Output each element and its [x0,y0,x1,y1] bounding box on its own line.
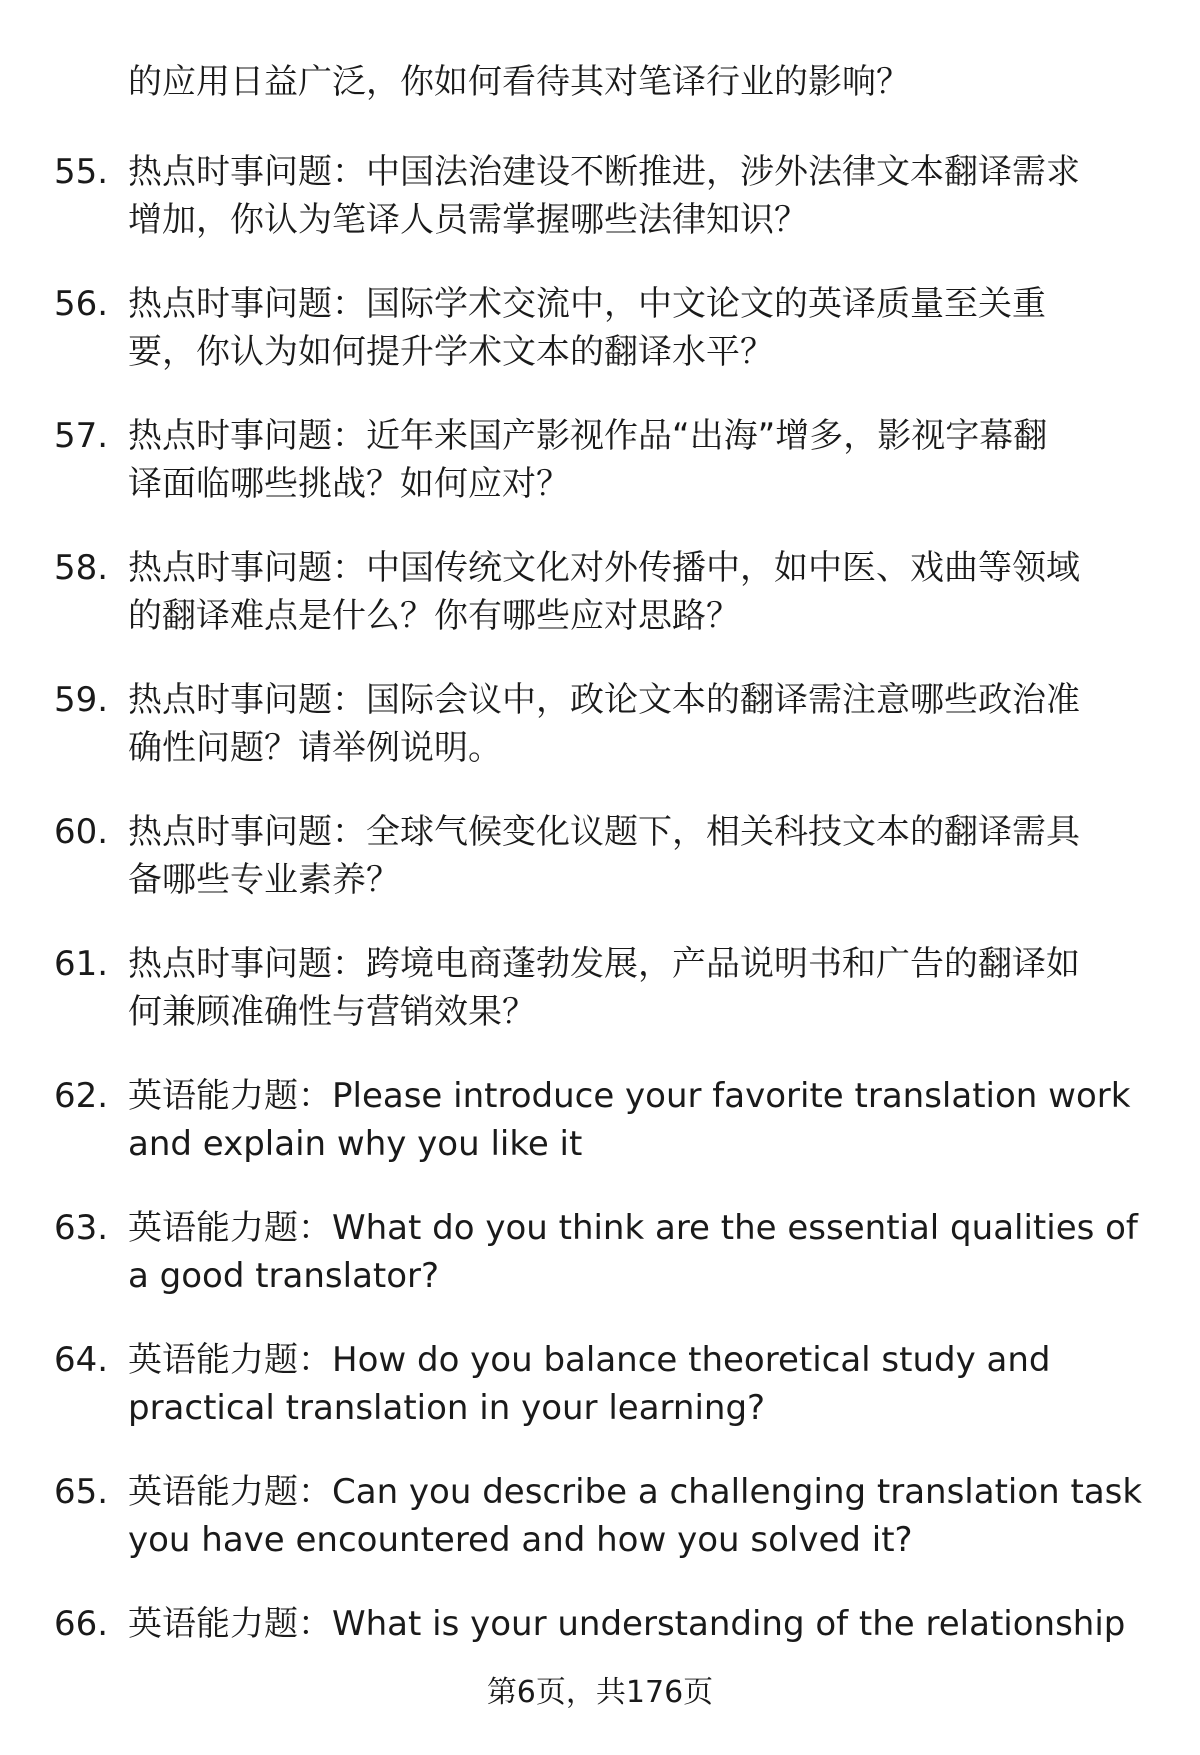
question-text-line-1: 热点时事问题：国际学术交流中，中文论文的英译质量至关重 [128,284,1046,324]
question-number: 57. [54,416,109,456]
question-text-line-1: 英语能力题：Please introduce your favorite translation work [128,1076,1131,1116]
continuation-text: 的应用日益广泛，你如何看待其对笔译行业的影响？ [128,62,910,102]
question-item [0,148,1200,280]
question-text-line-2: 何兼顾准确性与营销效果？ [128,992,536,1032]
question-text-line-2: and explain why you like it [128,1124,583,1164]
question-text-line-1: 英语能力题：How do you balance theoretical study and [128,1340,1051,1380]
question-item [0,412,1200,544]
question-text-line-2: 要，你认为如何提升学术文本的翻译水平？ [128,332,774,372]
question-text-line-2: practical translation in your learning? [128,1388,766,1428]
question-text-line-2: 译面临哪些挑战？如何应对？ [128,464,570,504]
question-text-line-2: a good translator? [128,1256,440,1296]
question-item [0,1072,1200,1204]
question-text-line-1: 热点时事问题：跨境电商蓬勃发展，产品说明书和广告的翻译如 [128,944,1080,984]
question-number: 59. [54,680,109,720]
question-text-line-1: 热点时事问题：中国法治建设不断推进，涉外法律文本翻译需求 [128,152,1080,192]
question-item [0,280,1200,412]
question-item [0,808,1200,940]
question-number: 62. [54,1076,109,1116]
question-item [0,940,1200,1072]
question-text-line-2: 的翻译难点是什么？你有哪些应对思路？ [128,596,740,636]
question-number: 60. [54,812,109,852]
question-number: 63. [54,1208,109,1248]
question-text-line-1: 英语能力题：What do you think are the essential qualities of [128,1208,1138,1248]
question-item [0,1468,1200,1600]
question-list [0,148,1200,1732]
question-number: 56. [54,284,109,324]
question-text-line-2: you have encountered and how you solved it? [128,1520,913,1560]
question-text-line-2: 增加，你认为笔译人员需掌握哪些法律知识？ [128,200,808,240]
question-item [0,1204,1200,1336]
page-footer: 第6页，共176页 [486,1675,714,1710]
question-item [0,676,1200,808]
question-number: 65. [54,1472,109,1512]
question-text-line-1: 热点时事问题：近年来国产影视作品“出海”增多，影视字幕翻 [128,416,1048,456]
question-text-line-1: 英语能力题：What is your understanding of the relationship [128,1604,1126,1644]
question-number: 61. [54,944,109,984]
question-item [0,1336,1200,1468]
question-number: 64. [54,1340,109,1380]
question-number: 66. [54,1604,109,1644]
question-text-line-1: 热点时事问题：国际会议中，政论文本的翻译需注意哪些政治准 [128,680,1080,720]
question-number: 58. [54,548,109,588]
question-text-line-1: 热点时事问题：全球气候变化议题下，相关科技文本的翻译需具 [128,812,1080,852]
question-number: 55. [54,152,109,192]
question-text-line-2: 备哪些专业素养？ [128,860,400,900]
question-text-line-1: 热点时事问题：中国传统文化对外传播中，如中医、戏曲等领域 [128,548,1080,588]
question-text-line-1: 英语能力题：Can you describe a challenging translation task [128,1472,1143,1512]
question-item [0,544,1200,676]
question-text-line-2: 确性问题？请举例说明。 [128,728,502,768]
